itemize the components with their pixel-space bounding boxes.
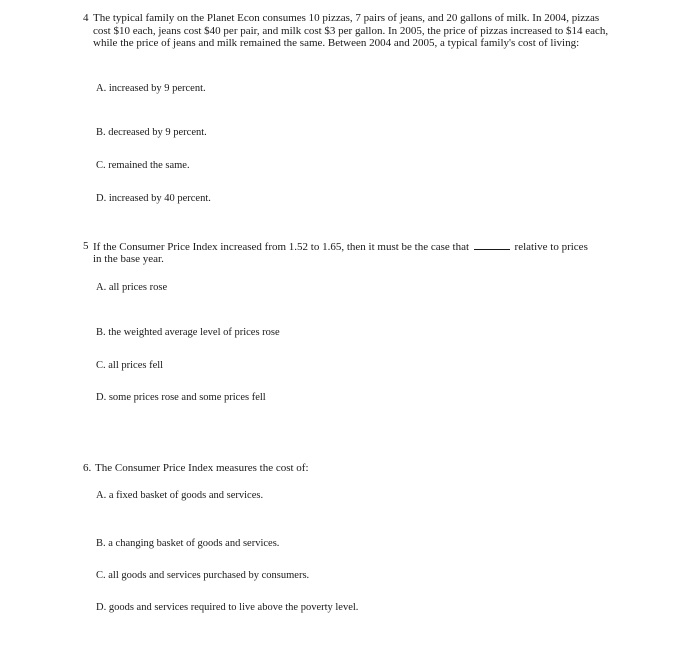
answer-option-b[interactable]: B. decreased by 9 percent. [96, 127, 207, 138]
answer-option-d[interactable]: D. some prices rose and some prices fell [96, 392, 266, 403]
question-number: 4 [83, 12, 89, 24]
answer-option-b[interactable]: B. the weighted average level of prices rose [96, 327, 280, 338]
answer-option-a[interactable]: A. all prices rose [96, 282, 168, 293]
fill-in-blank [474, 240, 510, 250]
question-text-after-blank: relative to prices [514, 241, 588, 253]
question-text-line-2: in the base year. [93, 252, 164, 265]
question-text: The typical family on the Planet Econ consumes 10 pizzas, 7 pairs of jeans, and 20 gallons of milk. In 2004, pizzas cost $10 each, jeans cost $40 per pair, and milk cost $3 per gallon. In 2005, the price of pizzas increased to $14 each, while the price of jeans and milk remained the same. Between 2004 and 2005, a typical family's cost of living: [93, 12, 609, 49]
answer-option-c[interactable]: C. remained the same. [96, 160, 190, 171]
answer-option-d[interactable]: D. goods and services required to live above the poverty level. [96, 602, 359, 613]
answer-option-a[interactable]: A. a fixed basket of goods and services. [96, 490, 264, 501]
question-text [93, 240, 623, 254]
answer-option-c[interactable]: C. all goods and services purchased by consumers. [96, 570, 310, 581]
answer-option-d[interactable]: D. increased by 40 percent. [96, 193, 211, 204]
answer-option-b[interactable]: B. a changing basket of goods and services. [96, 538, 280, 549]
question-number: 5 [83, 240, 89, 252]
question-text-before-blank: If the Consumer Price Index increased from 1.52 to 1.65, then it must be the case that [93, 241, 470, 253]
answer-option-a[interactable]: A. increased by 9 percent. [96, 83, 206, 94]
answer-option-c[interactable]: C. all prices fell [96, 360, 164, 371]
question-text: The Consumer Price Index measures the cost of: [95, 462, 309, 474]
question-number: 6. [83, 462, 92, 474]
